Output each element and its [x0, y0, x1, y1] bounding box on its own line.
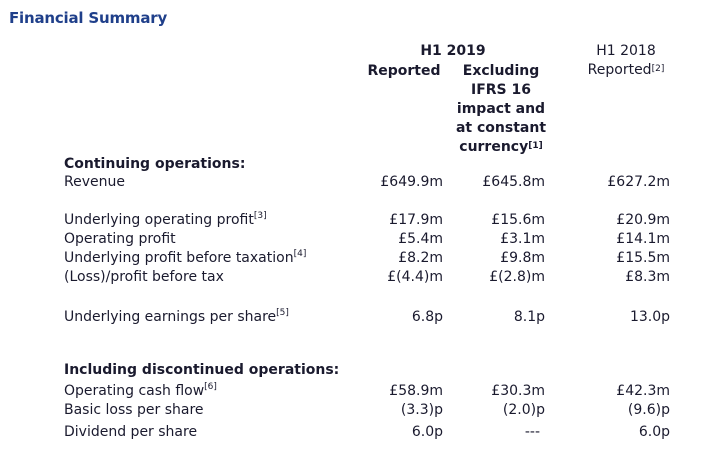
header-line: Excluding — [462, 63, 540, 79]
row-label — [64, 174, 125, 190]
cell-excluding: (2.0)p — [502, 402, 545, 418]
cell-reported: £17.9m — [389, 212, 443, 228]
cell-excluding: --- — [524, 424, 540, 440]
cell-reported: £8.2m — [398, 250, 443, 266]
cell-h1-2018: (9.6)p — [627, 402, 670, 418]
header-line: impact and — [456, 101, 546, 117]
cell-reported: 6.0p — [411, 424, 443, 440]
cell-h1-2018: 13.0p — [629, 309, 670, 325]
row-label-text: Underlying operating profit — [64, 212, 254, 228]
footnote-ref: [5] — [276, 308, 289, 318]
cell-h1-2018: £627.2m — [607, 174, 670, 190]
cell-excluding: £3.1m — [500, 231, 545, 247]
cell-reported: (3.3)p — [400, 402, 443, 418]
row-label-text: (Loss)/profit before tax — [64, 269, 224, 285]
footnote-ref: [4] — [293, 249, 307, 259]
header-reported: Reported — [367, 63, 441, 79]
cell-reported: 6.8p — [411, 309, 443, 325]
header-line: at constant — [455, 120, 547, 136]
cell-reported: £5.4m — [398, 231, 443, 247]
header-line: currency — [459, 139, 529, 155]
cell-excluding: £15.6m — [491, 212, 545, 228]
cell-excluding: £(2.8)m — [489, 269, 545, 285]
header-line: H1 2018 — [596, 43, 656, 59]
table-row — [0, 250, 718, 268]
row-label — [64, 424, 197, 440]
table-row — [0, 402, 718, 420]
header-line-text: Reported — [587, 62, 652, 78]
row-label — [64, 231, 176, 247]
footnote-ref: [6] — [204, 382, 217, 392]
table-row — [0, 212, 718, 230]
row-label — [64, 402, 204, 418]
footnote-ref: [3] — [253, 211, 267, 221]
row-label — [64, 383, 217, 399]
row-label-text: Basic loss per share — [64, 402, 204, 418]
cell-h1-2018: £8.3m — [625, 269, 670, 285]
row-label-text: Operating cash flow — [64, 383, 205, 399]
table-row — [0, 383, 718, 401]
row-label-text: Underlying profit before taxation — [64, 250, 294, 266]
header-line: IFRS 16 — [471, 82, 531, 98]
header-line — [578, 61, 674, 80]
table-row — [0, 231, 718, 249]
section-discontinued: Including discontinued operations: — [64, 362, 340, 378]
row-label-text: Revenue — [64, 174, 125, 190]
row-label — [64, 250, 306, 266]
header-h1-2018 — [578, 42, 674, 80]
page-title: Financial Summary — [9, 9, 168, 27]
row-label — [64, 269, 224, 285]
row-label — [64, 309, 289, 325]
table-row — [0, 309, 718, 327]
footnote-ref: [1] — [528, 141, 543, 151]
cell-h1-2018: £42.3m — [616, 383, 670, 399]
row-label-text: Operating profit — [64, 231, 176, 247]
header-excluding-ifrs16 — [448, 62, 554, 157]
table-row — [0, 174, 718, 192]
table-row — [0, 424, 718, 442]
section-continuing: Continuing operations: — [64, 156, 246, 172]
header-line-last — [448, 138, 554, 157]
cell-h1-2018: £15.5m — [616, 250, 670, 266]
cell-excluding: £30.3m — [491, 383, 545, 399]
cell-excluding: £9.8m — [500, 250, 545, 266]
row-label-text: Dividend per share — [64, 424, 198, 440]
cell-reported: £(4.4)m — [387, 269, 443, 285]
cell-reported: £58.9m — [389, 383, 443, 399]
cell-h1-2018: 6.0p — [638, 424, 670, 440]
cell-excluding: 8.1p — [513, 309, 545, 325]
footnote-ref: [2] — [651, 64, 665, 74]
row-label — [64, 212, 267, 228]
cell-excluding: £645.8m — [482, 174, 545, 190]
cell-h1-2018: £20.9m — [616, 212, 670, 228]
cell-h1-2018: £14.1m — [616, 231, 670, 247]
cell-reported: £649.9m — [380, 174, 443, 190]
table-row — [0, 269, 718, 287]
header-group-h1-2019: H1 2019 — [420, 43, 486, 59]
row-label-text: Underlying earnings per share — [64, 309, 277, 325]
